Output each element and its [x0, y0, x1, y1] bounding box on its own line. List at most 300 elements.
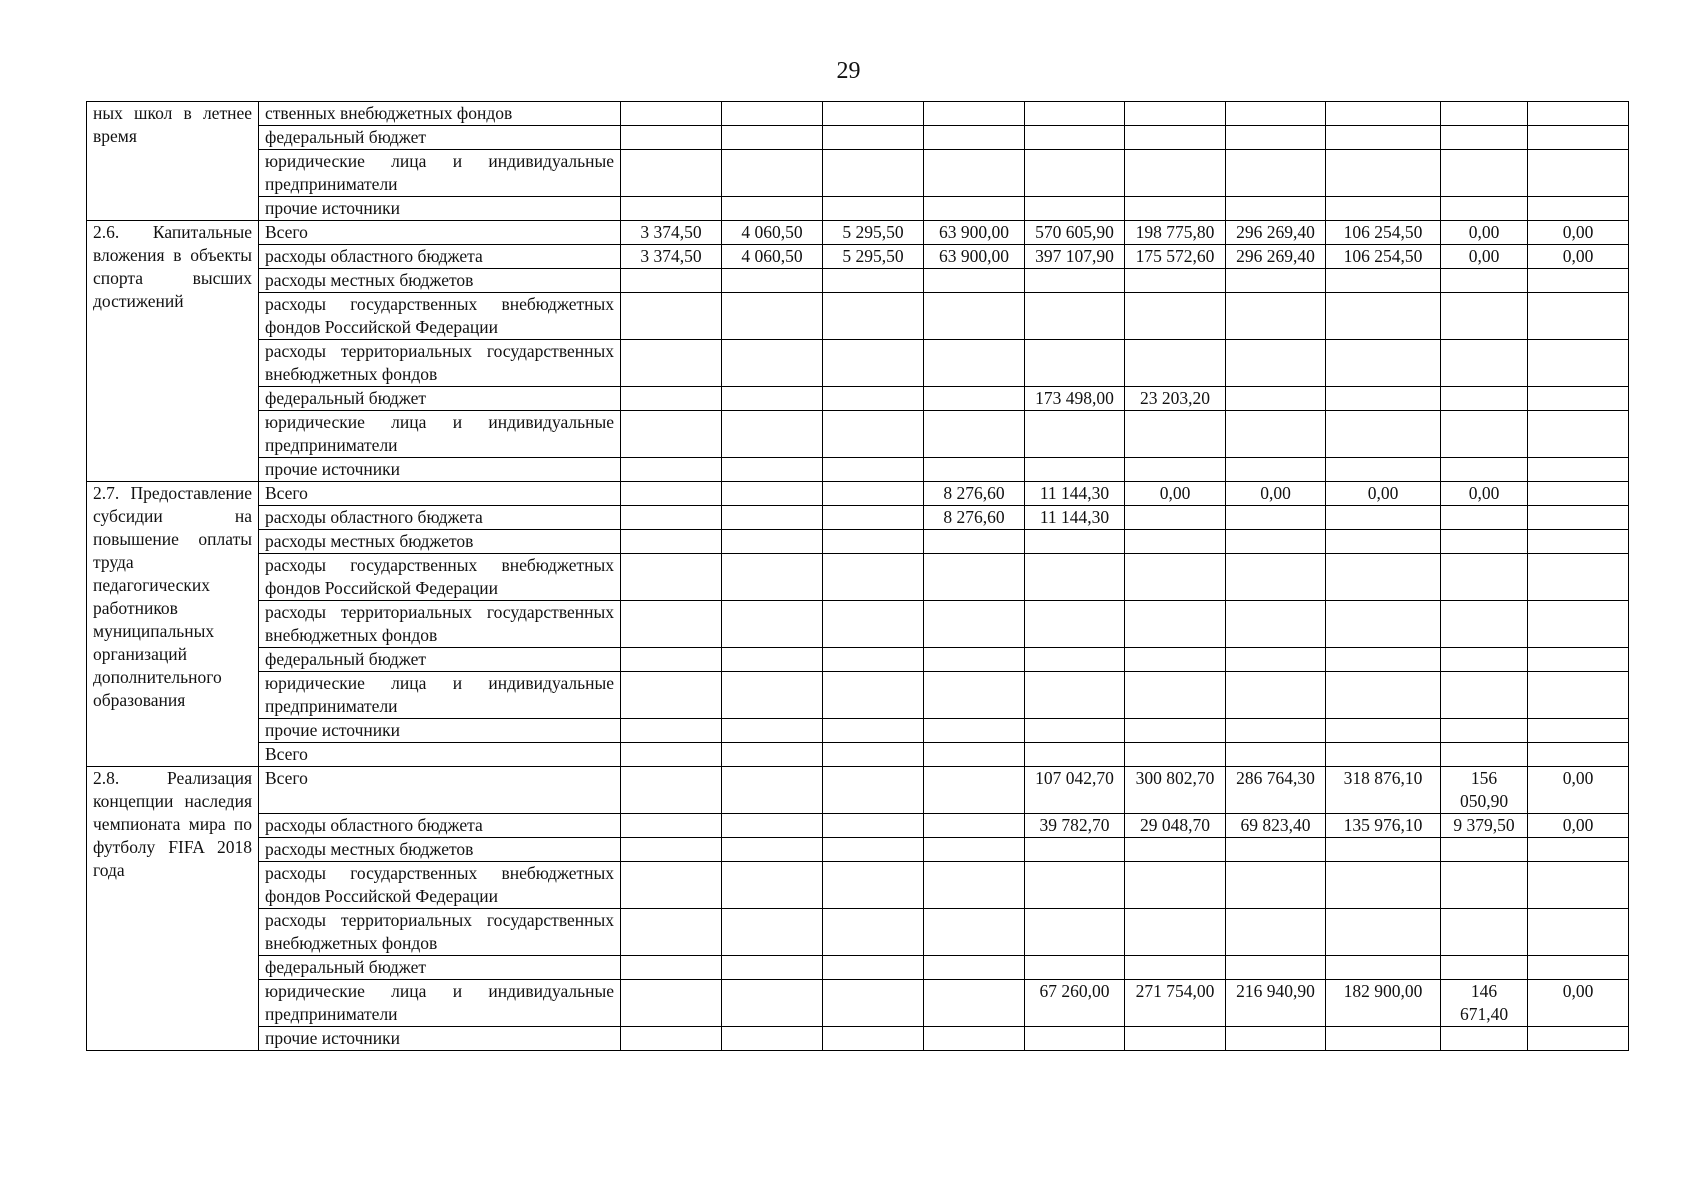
amount-cell — [621, 767, 722, 814]
amount-cell — [823, 150, 924, 197]
amount-cell — [621, 862, 722, 909]
amount-cell — [823, 862, 924, 909]
amount-cell — [1441, 126, 1528, 150]
amount-cell — [1326, 126, 1441, 150]
amount-cell — [722, 1027, 823, 1051]
amount-cell — [1025, 126, 1125, 150]
amount-cell: 63 900,00 — [924, 221, 1025, 245]
amount-cell — [1441, 387, 1528, 411]
amount-cell — [722, 126, 823, 150]
amount-cell: 300 802,70 — [1125, 767, 1226, 814]
amount-cell — [1326, 411, 1441, 458]
amount-cell — [1125, 648, 1226, 672]
amount-cell — [1441, 411, 1528, 458]
amount-cell — [621, 269, 722, 293]
table-row — [87, 672, 1629, 719]
funding-source-cell: федеральный бюджет — [259, 956, 621, 980]
amount-cell — [1528, 601, 1629, 648]
amount-cell — [1125, 909, 1226, 956]
amount-cell — [722, 743, 823, 767]
funding-source-cell: федеральный бюджет — [259, 126, 621, 150]
amount-cell — [823, 814, 924, 838]
amount-cell — [1226, 506, 1326, 530]
amount-cell — [1528, 411, 1629, 458]
amount-cell — [1025, 340, 1125, 387]
amount-cell — [1528, 269, 1629, 293]
amount-cell: 0,00 — [1326, 482, 1441, 506]
amount-cell — [1025, 672, 1125, 719]
amount-cell — [621, 126, 722, 150]
amount-cell — [1326, 1027, 1441, 1051]
amount-cell — [1441, 719, 1528, 743]
amount-cell — [1125, 956, 1226, 980]
amount-cell — [722, 102, 823, 126]
amount-cell: 0,00 — [1528, 814, 1629, 838]
amount-cell: 318 876,10 — [1326, 767, 1441, 814]
funding-source-cell: расходы местных бюджетов — [259, 838, 621, 862]
amount-cell — [823, 197, 924, 221]
table-row — [87, 197, 1629, 221]
amount-cell — [1025, 530, 1125, 554]
amount-cell — [722, 150, 823, 197]
amount-cell — [1125, 672, 1226, 719]
amount-cell — [722, 648, 823, 672]
amount-cell — [621, 150, 722, 197]
table-row — [87, 221, 1629, 245]
amount-cell — [1326, 340, 1441, 387]
amount-cell — [823, 506, 924, 530]
amount-cell — [1441, 909, 1528, 956]
amount-cell — [1441, 269, 1528, 293]
activity-cell: 2.7. Предоставление субсидии на повышение оплаты труда педагогических работников муниципальных организаций дополнительного образования — [87, 482, 259, 767]
amount-cell: 570 605,90 — [1025, 221, 1125, 245]
amount-cell: 9 379,50 — [1441, 814, 1528, 838]
amount-cell — [621, 743, 722, 767]
amount-cell — [1125, 719, 1226, 743]
amount-cell — [924, 980, 1025, 1027]
table-row — [87, 956, 1629, 980]
amount-cell: 296 269,40 — [1226, 245, 1326, 269]
amount-cell — [1441, 150, 1528, 197]
amount-cell — [1025, 411, 1125, 458]
table-row — [87, 506, 1629, 530]
amount-cell — [1226, 102, 1326, 126]
amount-cell — [1125, 1027, 1226, 1051]
amount-cell — [924, 814, 1025, 838]
amount-cell: 0,00 — [1441, 221, 1528, 245]
amount-cell — [1441, 458, 1528, 482]
amount-cell — [1226, 458, 1326, 482]
amount-cell — [1441, 506, 1528, 530]
amount-cell — [621, 956, 722, 980]
amount-cell — [1326, 672, 1441, 719]
amount-cell — [924, 340, 1025, 387]
amount-cell — [1226, 601, 1326, 648]
amount-cell — [1528, 482, 1629, 506]
amount-cell — [823, 269, 924, 293]
amount-cell — [924, 743, 1025, 767]
funding-source-cell: расходы областного бюджета — [259, 814, 621, 838]
amount-cell — [1025, 1027, 1125, 1051]
amount-cell: 156 050,90 — [1441, 767, 1528, 814]
amount-cell — [1025, 554, 1125, 601]
amount-cell: 8 276,60 — [924, 506, 1025, 530]
amount-cell: 296 269,40 — [1226, 221, 1326, 245]
amount-cell — [823, 293, 924, 340]
funding-source-cell: прочие источники — [259, 458, 621, 482]
amount-cell — [722, 838, 823, 862]
amount-cell — [1326, 506, 1441, 530]
amount-cell — [924, 601, 1025, 648]
amount-cell — [823, 838, 924, 862]
amount-cell — [1441, 530, 1528, 554]
amount-cell: 0,00 — [1441, 245, 1528, 269]
amount-cell — [823, 719, 924, 743]
amount-cell — [924, 387, 1025, 411]
amount-cell — [1125, 197, 1226, 221]
amount-cell — [621, 648, 722, 672]
amount-cell — [621, 838, 722, 862]
amount-cell: 3 374,50 — [621, 245, 722, 269]
amount-cell — [1226, 197, 1326, 221]
amount-cell — [823, 767, 924, 814]
funding-source-cell: юридические лица и индивидуальные предприниматели — [259, 411, 621, 458]
funding-source-cell: расходы местных бюджетов — [259, 269, 621, 293]
amount-cell: 39 782,70 — [1025, 814, 1125, 838]
amount-cell: 11 144,30 — [1025, 506, 1125, 530]
amount-cell — [1125, 269, 1226, 293]
funding-source-cell: юридические лица и индивидуальные предприниматели — [259, 980, 621, 1027]
amount-cell — [1226, 530, 1326, 554]
amount-cell — [924, 648, 1025, 672]
funding-source-cell: Всего — [259, 743, 621, 767]
amount-cell — [722, 672, 823, 719]
amount-cell — [722, 862, 823, 909]
funding-source-cell: расходы государственных внебюджетных фондов Российской Федерации — [259, 293, 621, 340]
amount-cell — [1226, 293, 1326, 340]
amount-cell: 182 900,00 — [1326, 980, 1441, 1027]
amount-cell — [1528, 293, 1629, 340]
amount-cell — [722, 554, 823, 601]
amount-cell — [924, 150, 1025, 197]
table-row — [87, 980, 1629, 1027]
amount-cell — [722, 340, 823, 387]
funding-source-cell: расходы областного бюджета — [259, 245, 621, 269]
amount-cell — [1025, 719, 1125, 743]
funding-source-cell: расходы территориальных государственных внебюджетных фондов — [259, 340, 621, 387]
amount-cell: 397 107,90 — [1025, 245, 1125, 269]
amount-cell — [621, 980, 722, 1027]
amount-cell — [722, 506, 823, 530]
funding-source-cell: Всего — [259, 221, 621, 245]
amount-cell — [1226, 862, 1326, 909]
amount-cell — [823, 530, 924, 554]
amount-cell — [924, 293, 1025, 340]
table-row — [87, 458, 1629, 482]
amount-cell — [621, 909, 722, 956]
amount-cell — [1326, 458, 1441, 482]
amount-cell — [1125, 838, 1226, 862]
amount-cell — [1226, 126, 1326, 150]
amount-cell — [1528, 838, 1629, 862]
amount-cell — [1326, 150, 1441, 197]
table-row — [87, 601, 1629, 648]
amount-cell — [1025, 293, 1125, 340]
amount-cell — [621, 1027, 722, 1051]
amount-cell: 135 976,10 — [1326, 814, 1441, 838]
amount-cell — [823, 648, 924, 672]
funding-source-cell: расходы государственных внебюджетных фондов Российской Федерации — [259, 862, 621, 909]
amount-cell — [924, 411, 1025, 458]
amount-cell — [1226, 909, 1326, 956]
table-body — [87, 102, 1629, 1051]
amount-cell — [1528, 102, 1629, 126]
amount-cell — [1025, 150, 1125, 197]
amount-cell — [1025, 269, 1125, 293]
amount-cell — [1326, 909, 1441, 956]
amount-cell — [1226, 269, 1326, 293]
amount-cell — [1441, 648, 1528, 672]
amount-cell: 198 775,80 — [1125, 221, 1226, 245]
amount-cell: 67 260,00 — [1025, 980, 1125, 1027]
amount-cell — [722, 197, 823, 221]
amount-cell — [1528, 1027, 1629, 1051]
amount-cell — [924, 719, 1025, 743]
table-row — [87, 150, 1629, 197]
amount-cell — [924, 862, 1025, 909]
amount-cell — [722, 482, 823, 506]
amount-cell — [621, 530, 722, 554]
amount-cell: 5 295,50 — [823, 221, 924, 245]
amount-cell — [621, 387, 722, 411]
amount-cell — [1528, 672, 1629, 719]
amount-cell — [823, 411, 924, 458]
funding-source-cell: расходы территориальных государственных внебюджетных фондов — [259, 909, 621, 956]
amount-cell: 63 900,00 — [924, 245, 1025, 269]
table-row — [87, 126, 1629, 150]
amount-cell — [621, 814, 722, 838]
table-row — [87, 743, 1629, 767]
amount-cell — [621, 340, 722, 387]
amount-cell — [722, 909, 823, 956]
amount-cell: 106 254,50 — [1326, 221, 1441, 245]
table-row — [87, 909, 1629, 956]
funding-source-cell: Всего — [259, 767, 621, 814]
activity-cell: 2.8. Реализация концепции наследия чемпионата мира по футболу FIFA 2018 года — [87, 767, 259, 1051]
amount-cell — [1025, 102, 1125, 126]
amount-cell — [1025, 197, 1125, 221]
amount-cell — [924, 530, 1025, 554]
amount-cell — [1326, 956, 1441, 980]
amount-cell — [924, 102, 1025, 126]
amount-cell — [924, 767, 1025, 814]
amount-cell — [823, 909, 924, 956]
amount-cell — [1226, 387, 1326, 411]
amount-cell — [1326, 719, 1441, 743]
budget-table — [86, 101, 1629, 1051]
amount-cell: 69 823,40 — [1226, 814, 1326, 838]
funding-source-cell: расходы местных бюджетов — [259, 530, 621, 554]
amount-cell: 216 940,90 — [1226, 980, 1326, 1027]
amount-cell — [1441, 197, 1528, 221]
amount-cell — [924, 909, 1025, 956]
amount-cell — [1528, 862, 1629, 909]
amount-cell: 4 060,50 — [722, 245, 823, 269]
amount-cell — [1326, 387, 1441, 411]
amount-cell — [924, 269, 1025, 293]
amount-cell — [1326, 838, 1441, 862]
amount-cell: 0,00 — [1125, 482, 1226, 506]
amount-cell — [1441, 601, 1528, 648]
table-row — [87, 1027, 1629, 1051]
amount-cell — [722, 956, 823, 980]
amount-cell — [823, 956, 924, 980]
amount-cell — [722, 387, 823, 411]
amount-cell — [1441, 293, 1528, 340]
table-row — [87, 767, 1629, 814]
table-row — [87, 814, 1629, 838]
amount-cell — [1226, 743, 1326, 767]
amount-cell — [924, 554, 1025, 601]
amount-cell — [722, 719, 823, 743]
amount-cell — [1528, 197, 1629, 221]
amount-cell: 0,00 — [1528, 980, 1629, 1027]
amount-cell — [1528, 340, 1629, 387]
amount-cell — [1528, 743, 1629, 767]
amount-cell — [1226, 411, 1326, 458]
amount-cell — [722, 293, 823, 340]
page-number: 29 — [836, 58, 861, 84]
table-row — [87, 245, 1629, 269]
amount-cell: 146 671,40 — [1441, 980, 1528, 1027]
table-row — [87, 293, 1629, 340]
table-row — [87, 838, 1629, 862]
amount-cell — [1125, 554, 1226, 601]
amount-cell — [1441, 838, 1528, 862]
amount-cell: 4 060,50 — [722, 221, 823, 245]
amount-cell — [621, 197, 722, 221]
amount-cell — [1441, 956, 1528, 980]
table-row — [87, 411, 1629, 458]
amount-cell: 286 764,30 — [1226, 767, 1326, 814]
amount-cell — [1528, 126, 1629, 150]
amount-cell — [621, 506, 722, 530]
amount-cell — [1125, 150, 1226, 197]
amount-cell — [1528, 648, 1629, 672]
amount-cell: 0,00 — [1528, 767, 1629, 814]
funding-source-cell: федеральный бюджет — [259, 387, 621, 411]
funding-source-cell: расходы областного бюджета — [259, 506, 621, 530]
table-row — [87, 269, 1629, 293]
amount-cell — [1528, 458, 1629, 482]
amount-cell — [1125, 102, 1226, 126]
funding-source-cell: расходы государственных внебюджетных фондов Российской Федерации — [259, 554, 621, 601]
amount-cell: 0,00 — [1528, 221, 1629, 245]
amount-cell — [1326, 743, 1441, 767]
amount-cell — [1528, 554, 1629, 601]
amount-cell — [1326, 197, 1441, 221]
amount-cell: 23 203,20 — [1125, 387, 1226, 411]
funding-source-cell: расходы территориальных государственных внебюджетных фондов — [259, 601, 621, 648]
amount-cell — [621, 554, 722, 601]
amount-cell — [1441, 340, 1528, 387]
amount-cell: 175 572,60 — [1125, 245, 1226, 269]
table-row — [87, 648, 1629, 672]
amount-cell — [1226, 340, 1326, 387]
amount-cell — [1226, 150, 1326, 197]
amount-cell — [924, 956, 1025, 980]
amount-cell: 0,00 — [1226, 482, 1326, 506]
amount-cell — [1125, 530, 1226, 554]
table-row — [87, 102, 1629, 126]
funding-source-cell: прочие источники — [259, 1027, 621, 1051]
amount-cell: 173 498,00 — [1025, 387, 1125, 411]
amount-cell — [621, 719, 722, 743]
amount-cell — [1025, 743, 1125, 767]
amount-cell: 11 144,30 — [1025, 482, 1125, 506]
amount-cell — [1441, 743, 1528, 767]
amount-cell — [1226, 838, 1326, 862]
amount-cell — [1025, 648, 1125, 672]
amount-cell — [1226, 648, 1326, 672]
amount-cell — [1441, 672, 1528, 719]
amount-cell — [1326, 554, 1441, 601]
amount-cell — [722, 767, 823, 814]
amount-cell — [1125, 293, 1226, 340]
amount-cell — [1326, 269, 1441, 293]
amount-cell: 0,00 — [1528, 245, 1629, 269]
amount-cell — [722, 814, 823, 838]
funding-source-cell: юридические лица и индивидуальные предприниматели — [259, 672, 621, 719]
amount-cell: 29 048,70 — [1125, 814, 1226, 838]
amount-cell — [1528, 909, 1629, 956]
amount-cell — [621, 672, 722, 719]
amount-cell — [722, 458, 823, 482]
amount-cell — [1528, 387, 1629, 411]
amount-cell — [823, 126, 924, 150]
amount-cell — [1528, 150, 1629, 197]
amount-cell — [621, 411, 722, 458]
amount-cell — [1326, 862, 1441, 909]
activity-cell: 2.6. Капитальные вложения в объекты спорта высших достижений — [87, 221, 259, 482]
amount-cell — [722, 411, 823, 458]
funding-source-cell: ственных внебюджетных фондов — [259, 102, 621, 126]
table-row — [87, 719, 1629, 743]
amount-cell — [1528, 506, 1629, 530]
amount-cell — [722, 980, 823, 1027]
amount-cell — [1528, 530, 1629, 554]
amount-cell — [722, 601, 823, 648]
amount-cell — [621, 458, 722, 482]
amount-cell — [823, 743, 924, 767]
amount-cell — [1125, 411, 1226, 458]
funding-source-cell: Всего — [259, 482, 621, 506]
amount-cell — [621, 293, 722, 340]
amount-cell: 8 276,60 — [924, 482, 1025, 506]
amount-cell — [1025, 838, 1125, 862]
amount-cell — [1025, 862, 1125, 909]
amount-cell — [1125, 340, 1226, 387]
amount-cell — [1226, 956, 1326, 980]
amount-cell — [1326, 648, 1441, 672]
amount-cell — [1326, 102, 1441, 126]
funding-source-cell: федеральный бюджет — [259, 648, 621, 672]
amount-cell — [621, 601, 722, 648]
amount-cell — [722, 269, 823, 293]
amount-cell — [722, 530, 823, 554]
amount-cell — [823, 601, 924, 648]
table-row — [87, 530, 1629, 554]
